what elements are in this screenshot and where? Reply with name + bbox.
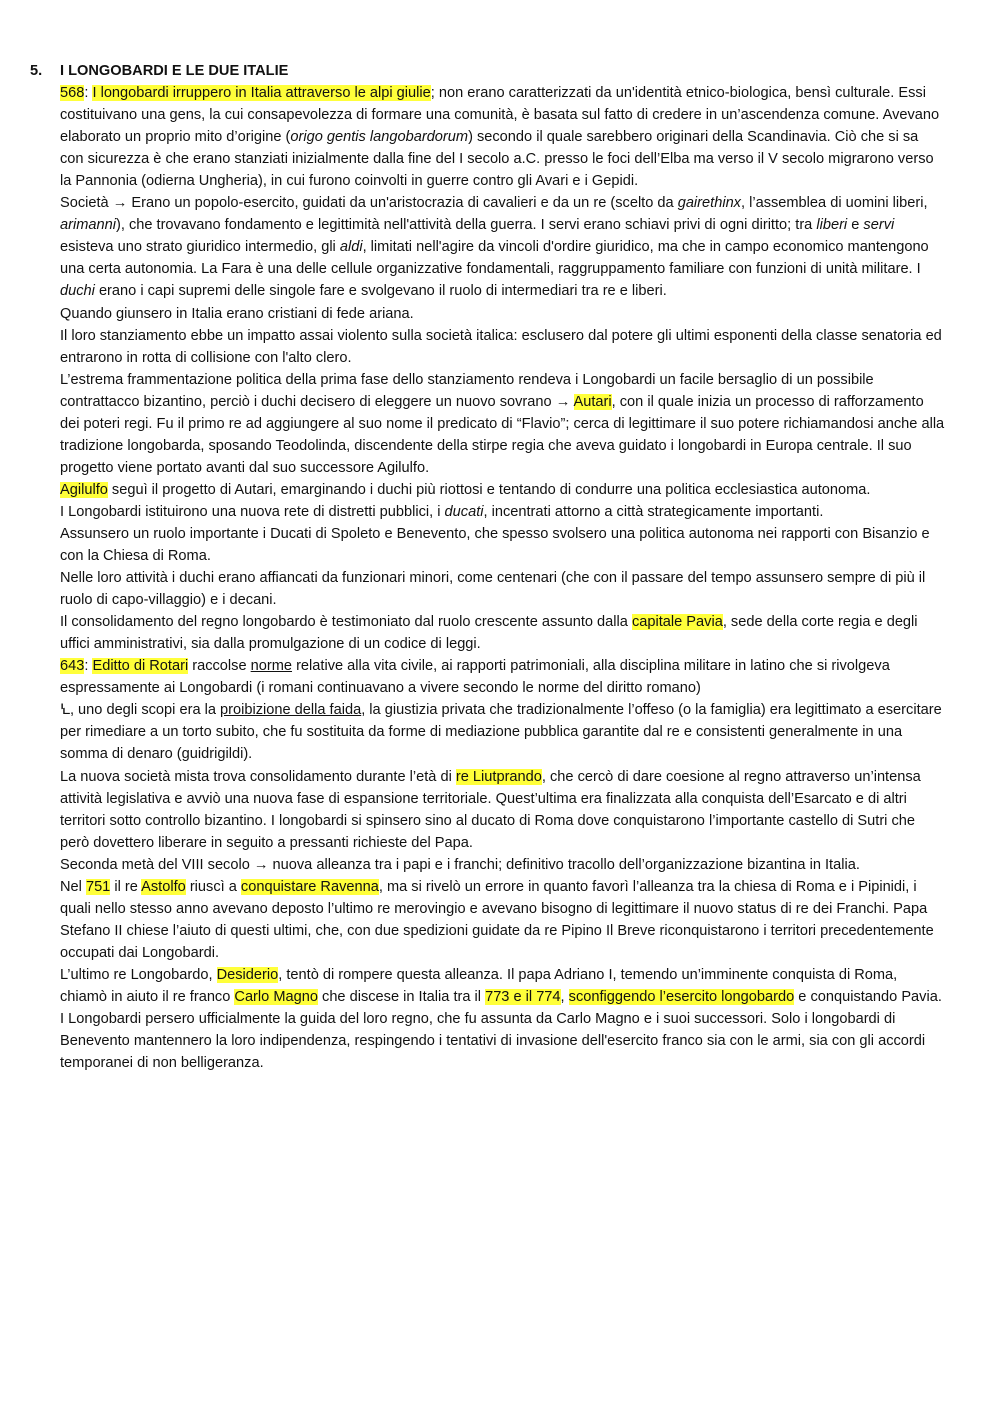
paragraph-religion: Quando giunsero in Italia erano cristiani di fede ariana. bbox=[60, 305, 414, 322]
highlight-invasion: I longobardi irruppero in Italia attraverso le alpi giulie bbox=[92, 85, 431, 102]
paragraph-pavia: Il consolidamento del regno longobardo è testimoniato dal ruolo crescente assunto dalla capitale Pavia, sede della corte regia e degli uffici amministrativi, sia dalla promulgazione di un codice di leggi. bbox=[60, 614, 918, 653]
highlight-agilulfo: Agilulfo bbox=[60, 481, 108, 498]
paragraph-ducati: I Longobardi istituirono una nuova rete di distretti pubblici, i ducati, incentrati attorno a città strategicamente importanti. bbox=[60, 503, 824, 520]
document-page bbox=[30, 60, 945, 1074]
paragraph-spoleto-benevento: Assunsero un ruolo importante i Ducati di Spoleto e Benevento, che spesso svolsero una politica autonoma nei rapporti con Bisanzio e con la Chiesa di Roma. bbox=[60, 525, 930, 565]
highlight-liutprando: re Liutprando bbox=[455, 768, 542, 785]
highlight-rotari: Editto di Rotari bbox=[92, 658, 189, 675]
paragraph-desiderio: L’ultimo re Longobardo, Desiderio, tentò di rompere questa alleanza. Il papa Adriano I, temendo un’imminente conquista di Roma, chiamò in aiuto il re franco Carlo Magno che discese in Italia tra il 773 e il 774, sconfiggendo l’esercito longobardo e conquistando Pavia. bbox=[60, 966, 942, 1005]
paragraph-rotari: 643: Editto di Rotari raccolse norme relative alla vita civile, ai rapporti patrimoniali, alla disciplina militare in latino che si rivolgeva espressamente ai Longobardi (i romani continuavano a vivere secondo le norme del diritto romano) bbox=[60, 658, 890, 697]
paragraph-agilulfo: Agilulfo seguì il progetto di Autari, emarginando i duchi più riottosi e tentando di condurre una politica ecclesiastica autonoma. bbox=[60, 481, 871, 498]
section-number: 5. bbox=[30, 63, 43, 79]
paragraph-faida: Ꝇ, uno degli scopi era la proibizione della faida, la giustizia privata che tradizionalmente l’offeso (o la famiglia) era legittimato a esercitare per rimediare a un torto subito, che fu sostituita da forme di mediazione pubblica garantite dal re e consistenti generalmente in una somma di denaro (guidrigildi). bbox=[60, 702, 942, 763]
paragraph-society: Società → Erano un popolo-esercito, guidati da un'aristocrazia di cavalieri e da un re (scelto da gairethinx, l’assemblea di uomini liberi, arimanni), che trovavano fondamento e legittimità nell'attività della guerra. I servi erano schiavi privi di ogni diritto; tra liberi e servi esisteva uno strato giuridico intermedio, gli aldi, limitati nell'agire da vincoli d'ordire giuridico, ma che in campo economico mantengono una certa autonomia. La Fara è una delle cellule organizzative fondamentali, raggruppamento familiare con funzioni di unità militare. I duchi erano i capi supremi delle singole fare e svolgevano il ruolo di intermediari tra re e liberi. bbox=[60, 195, 929, 300]
paragraph-functionaries: Nelle loro attività i duchi erano affiancati da funzionari minori, come centenari (che con il passare del tempo assunsero sempre di più il ruolo di capo-villaggio) e i decani. bbox=[60, 570, 926, 609]
highlight-year-643: 643 bbox=[60, 658, 85, 675]
arrow-icon: → bbox=[253, 856, 269, 873]
highlight-desiderio: Desiderio bbox=[216, 966, 279, 983]
highlight-carlo-magno: Carlo Magno bbox=[234, 988, 318, 1005]
arrow-icon: → bbox=[112, 195, 128, 212]
highlight-ravenna: conquistare Ravenna bbox=[240, 878, 379, 895]
highlight-year-568: 568 bbox=[60, 85, 85, 102]
highlight-astolfo: Astolfo bbox=[141, 878, 186, 895]
highlight-autari: Autari bbox=[573, 393, 612, 410]
paragraph-autari: L’estrema frammentazione politica della prima fase dello stanziamento rendeva i Longobardi un facile bersaglio di un possibile contrattacco bizantino, perciò i duchi decisero di eleggere un nuovo sovrano → Autari, con il quale inizia un processo di rafforzamento dei poteri regi. Fu il primo re ad aggiungere al suo nome il predicato di “Flavio”; cerca di legittimare il suo potere richiamandosi anche alla tradizione longobarda, sposando Teodolinda, discendente della stirpe regia che aveva guidato i longobardi in Europa centrale. Il suo progetto viene portato avanti dal suo successore Agilulfo. bbox=[60, 371, 945, 476]
highlight-defeat: sconfiggendo l’esercito longobardo bbox=[568, 988, 795, 1005]
sub-arrow-icon: Ꝇ bbox=[60, 702, 70, 719]
highlight-years-773-774: 773 e il 774 bbox=[485, 988, 561, 1005]
highlight-year-751: 751 bbox=[85, 878, 111, 895]
paragraph-alliance: Seconda metà del VIII secolo → nuova alleanza tra i papi e i franchi; definitivo tracollo dell’organizzazione bizantina in Italia. bbox=[60, 856, 860, 873]
section-body bbox=[60, 82, 945, 1074]
paragraph-settlement: Il loro stanziamento ebbe un impatto assai violento sulla società italica: esclusero dal potere gli ultimi esponenti della classe senatoria ed entrarono in rotta di collisione con l'alto clero. bbox=[60, 327, 942, 366]
section-title: I LONGOBARDI E LE DUE ITALIE bbox=[60, 63, 289, 79]
paragraph-conclusion: I Longobardi persero ufficialmente la guida del loro regno, che fu assunta da Carlo Magno e i suoi successori. Solo i longobardi di Benevento mantennero la loro indipendenza, respingendo i tentativi di invasione dell'esercito franco sia con le armi, sia con gli accordi temporanei di non belligeranza. bbox=[60, 1011, 926, 1072]
section-heading bbox=[30, 60, 945, 82]
paragraph-astolfo: Nel 751 il re Astolfo riuscì a conquistare Ravenna, ma si rivelò un errore in quanto favorì l’alleanza tra la chiesa di Roma e i Pipinidi, i quali nello stesso anno avevano deposto l’ultimo re merovingio e avevano bisogno di legittimare il nuovo status di re dei Franchi. Papa Stefano II chiese l’aiuto di questi ultimi, che, con due spedizioni guidate da re Pipino Il Breve riconquistarono i territori precedentemente occupati dai Longobardi. bbox=[60, 878, 934, 961]
paragraph-origins: 568: I longobardi irruppero in Italia attraverso le alpi giulie; non erano caratterizzati da un'identità etnico-biologica, bensì culturale. Essi costituivano una gens, la cui consapevolezza di formare una comunità, è basata sul fatto di credere in un’ascendenza comune. Avevano elaborato un proprio mito d’origine (origo gentis langobardorum) secondo il quale sarebbero originari della Scandinavia. Ciò che si sa con sicurezza è che erano stanziati inizialmente dalla fine del I secolo a.C. presso le foci dell’Elba ma verso il V secolo migrarono verso la Pannonia (odierna Ungheria), in cui furono coinvolti in guerre contro gli Avari e i Gepidi. bbox=[60, 85, 940, 190]
highlight-pavia: capitale Pavia bbox=[631, 614, 723, 631]
arrow-icon: → bbox=[555, 393, 571, 410]
paragraph-liutprando: La nuova società mista trova consolidamento durante l’età di re Liutprando, che cercò di dare coesione al regno attraverso un’intensa attività legislativa e avviò una nuova fase di espansione territoriale. Quest’ultima era finalizzata alla conquista dell’Esarcato e di altri territori sotto controllo bizantino. I longobardi si spinsero sino al ducato di Roma dove conquistarono l’importante castello di Sutri che però dovettero liberare in seguito a pressanti richieste del Papa. bbox=[60, 768, 921, 851]
